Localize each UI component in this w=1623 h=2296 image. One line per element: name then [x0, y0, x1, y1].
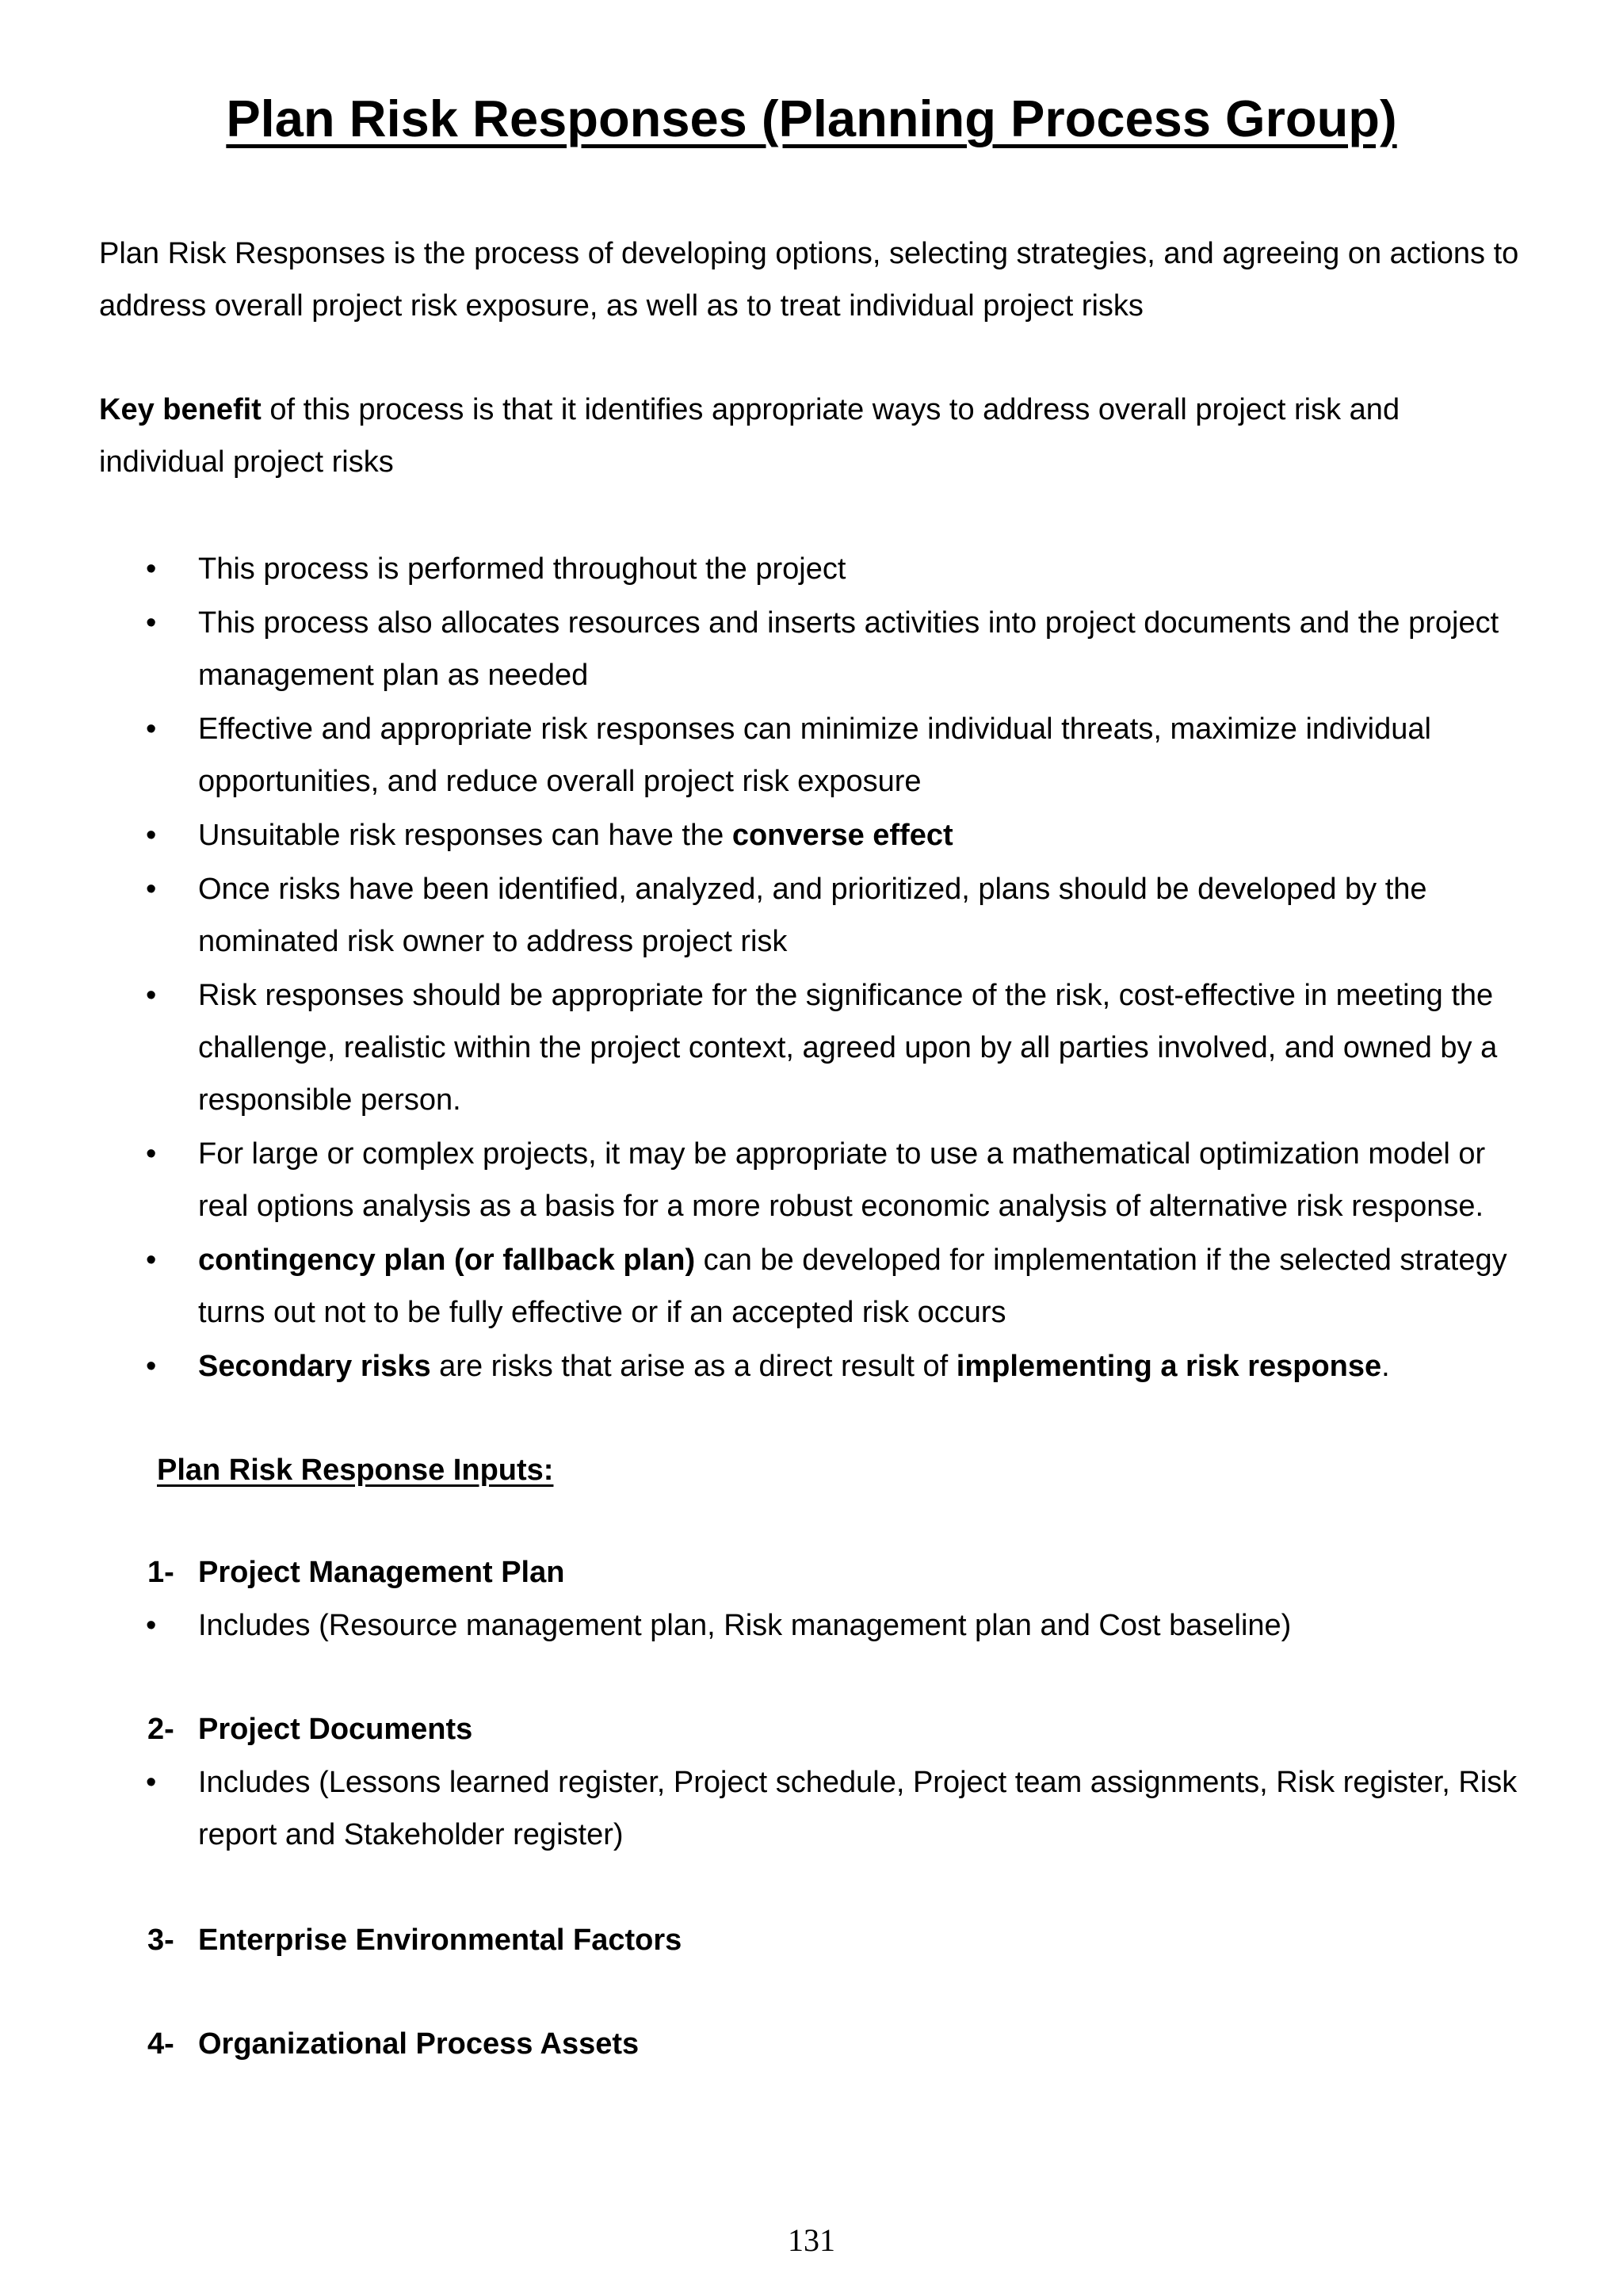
bullet-icon: •	[146, 1766, 157, 1799]
bullet-icon: •	[146, 606, 157, 640]
process-notes-list	[0, 543, 1623, 1394]
input-label: Enterprise Environmental Factors	[198, 1924, 682, 1957]
bullet-icon: •	[146, 712, 157, 746]
input-number: 3-	[147, 1924, 174, 1957]
bullet-icon: •	[146, 1609, 157, 1642]
list-item: • Unsuitable risk responses can have the converse effect	[0, 809, 1529, 861]
bullet-icon: •	[146, 819, 157, 852]
input-number: 1-	[147, 1556, 174, 1589]
bullet-icon: •	[146, 1244, 157, 1277]
input-label: Organizational Process Assets	[198, 2027, 640, 2061]
intro-paragraph: Plan Risk Responses is the process of developing options, selecting strategies, and agreeing on actions to address overall project risk exposure, as well as to treat individual project risks	[99, 237, 1519, 323]
list-item: • Effective and appropriate risk responses can minimize individual threats, maximize individual opportunities, and reduce overall project risk exposure	[0, 703, 1529, 808]
bullet-icon: •	[146, 979, 157, 1012]
list-item: • Secondary risks are risks that arise as a direct result of implementing a risk response.	[0, 1340, 1529, 1392]
page-title: Plan Risk Responses (Planning Process Group)	[226, 90, 1397, 147]
input-label: Project Documents	[198, 1713, 473, 1746]
bullet-icon: •	[146, 552, 157, 586]
bullet-icon: •	[146, 1137, 157, 1171]
list-item: • This process is performed throughout the project	[0, 543, 1529, 595]
list-item: • Once risks have been identified, analyzed, and prioritized, plans should be developed by the nominated risk owner to address project risk	[0, 863, 1529, 968]
document-page: Plan Risk Responses (Planning Process Group) Plan Risk Responses is the process of developing options, selecting strategies, and agreeing on actions to address overall project risk exposure, as well as to treat individual project risks Key benefit of this process is that it identifies appropriate ways to address overall project risk and individual project risks • This process is performed throughout the project • This process also allocates resources and inserts activities into project documents and the project management plan as needed • Effective and appropriate risk responses can minimize individual threats, maximize individual opportunities, and reduce overall project risk exposure • Unsuitable risk responses can have the converse effect • Once risks have been identified, analyzed, and prioritized, plans should be developed by the nominated risk owner to address project risk • Risk responses should be appropriate for the significance of the risk, cost-effective in meeting the challenge, realistic within the project context, agreed upon by all parties involved, and owned by a responsible person. • For large or complex projects, it may be appropriate to use a mathematical optimization model or real options analysis as a basis for a more robust economic analysis of alternative risk response. • contingency plan (or fallback plan) can be developed for implementation if the selected strategy turns out not to be fully effective or if an accepted risk occurs • Secondary risks are risks that arise as a direct result of implementing a risk response. Plan Risk Response Inputs: 1- Project Management Plan • Includes (Resource management plan, Risk management plan and Cost baseline) 2- Project Documents • Includes (Lessons learned register, Project schedule, Project team assignments, Risk register, Risk report and Stakeholder register) 3- Enterprise Environmental Factors 4- Organizational Process Assets 131	[0, 0, 1623, 2296]
bullet-icon: •	[146, 1350, 157, 1383]
list-item: • contingency plan (or fallback plan) can be developed for implementation if the selected strategy turns out not to be fully effective or if an accepted risk occurs	[0, 1234, 1529, 1339]
bullet-icon: •	[146, 873, 157, 906]
page-number: 131	[788, 2222, 835, 2258]
key-benefit-text: of this process is that it identifies appropriate ways to address overall project risk and individual project risks	[99, 393, 1400, 479]
input-label: Project Management Plan	[198, 1556, 565, 1589]
list-item: • This process also allocates resources and inserts activities into project documents and the project management plan as needed	[0, 597, 1529, 701]
input-number: 2-	[147, 1713, 174, 1746]
list-item: • For large or complex projects, it may be appropriate to use a mathematical optimization model or real options analysis as a basis for a more robust economic analysis of alternative risk response.	[0, 1128, 1529, 1232]
inputs-heading: Plan Risk Response Inputs:	[157, 1454, 554, 1487]
key-benefit-paragraph	[99, 384, 1526, 488]
list-item: • Risk responses should be appropriate for the significance of the risk, cost-effective in meeting the challenge, realistic within the project context, agreed upon by all parties involved, and owned by a responsible person.	[0, 969, 1529, 1126]
key-benefit-label: Key benefit	[99, 393, 262, 426]
input-number: 4-	[147, 2027, 174, 2061]
